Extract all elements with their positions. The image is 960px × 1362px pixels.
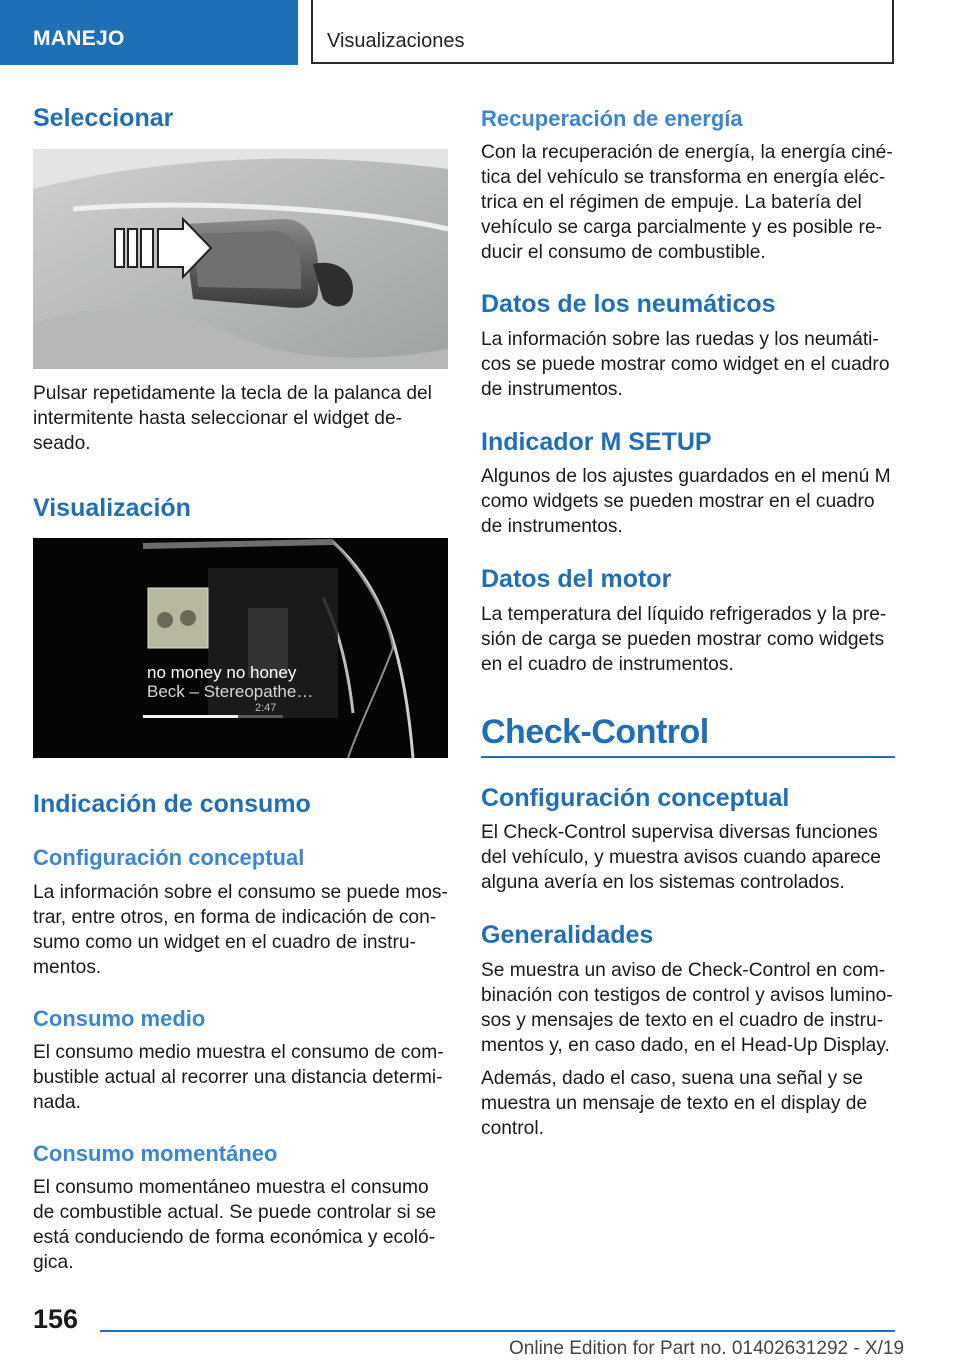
heading-motor: Datos del motor	[481, 565, 672, 593]
heading-check-concepto: Configuración conceptual	[481, 784, 790, 812]
heading-neumaticos: Datos de los neumáticos	[481, 290, 776, 318]
heading-consumo: Indicación de consumo	[33, 790, 311, 818]
footer-rule	[100, 1330, 895, 1332]
heading-msetup: Indicador M SETUP	[481, 428, 712, 456]
instrument-cluster-image	[33, 538, 448, 758]
text-consumo-momentaneo: El consumo momentáneo muestra el consumo de combustible actual. Se puede controlar si se está conduciendo de forma económica y ecológica.	[33, 1177, 437, 1273]
text-motor: La temperatura del líquido refrigerados y la presión de carga se pueden mostrar como widgets en el cuadro de instrumentos.	[481, 604, 887, 675]
text-generalidades-1: Se muestra un aviso de Check-Control en combinación con testigos de control y avisos luminosos y mensajes de texto en el cuadro de instrumentos y, en caso dado, en el Head-Up Display.	[481, 960, 893, 1056]
text-check-concepto: El Check-Control supervisa diversas funciones del vehículo, y muestra avisos cuando aparece alguna avería en los sistemas controlados.	[481, 822, 881, 893]
text-seleccionar: Pulsar repetidamente la tecla de la palanca del intermitente hasta seleccionar el widget deseado.	[33, 383, 432, 454]
text-generalidades-2: Además, dado el caso, suena una señal y se muestra un mensaje de texto en el display de control.	[481, 1068, 868, 1139]
heading-consumo-momentaneo: Consumo momentáneo	[33, 1141, 278, 1166]
section-tab	[0, 0, 298, 65]
heading-consumo-concepto: Configuración conceptual	[33, 845, 305, 870]
heading-recuperacion: Recuperación de energía	[481, 106, 743, 131]
song-time: 2:47	[255, 702, 277, 714]
heading-generalidades: Generalidades	[481, 921, 654, 949]
edition-note: Online Edition for Part no. 01402631292 - X/19	[509, 1338, 905, 1359]
page-number: 156	[33, 1304, 79, 1334]
lever-button-image	[33, 149, 448, 369]
chapter-label: Visualizaciones	[327, 30, 465, 52]
heading-consumo-medio: Consumo medio	[33, 1006, 206, 1031]
heading-seleccionar: Seleccionar	[33, 104, 174, 132]
section-label: MANEJO	[33, 27, 125, 50]
text-neumaticos: La información sobre las ruedas y los neumáticos se puede mostrar como widget en el cuadro de instrumentos.	[481, 329, 890, 400]
heading-check-control: Check-Control	[481, 713, 709, 751]
song-title: no money no honey	[147, 663, 297, 682]
text-recuperacion: Con la recuperación de energía, la energía cinética del vehículo se transforma en energía eléctrica en el régimen de empuje. La batería del vehículo se carga parcialmente y es posible reducir el consumo de combustible.	[481, 142, 893, 263]
text-consumo-concepto: La información sobre el consumo se puede mostrar, entre otros, en forma de indicación de consumo como un widget en el cuadro de instrumentos.	[33, 882, 448, 978]
text-consumo-medio: El consumo medio muestra el consumo de combustible actual al recorrer una distancia determinada.	[33, 1042, 444, 1113]
chapter-header	[311, 0, 894, 64]
section-rule	[481, 756, 895, 758]
song-artist: Beck – Stereopathe…	[147, 682, 314, 701]
text-msetup: Algunos de los ajustes guardados en el menú M como widgets se pueden mostrar en el cuadro de instrumentos.	[481, 466, 891, 537]
heading-visualizacion: Visualización	[33, 494, 191, 522]
